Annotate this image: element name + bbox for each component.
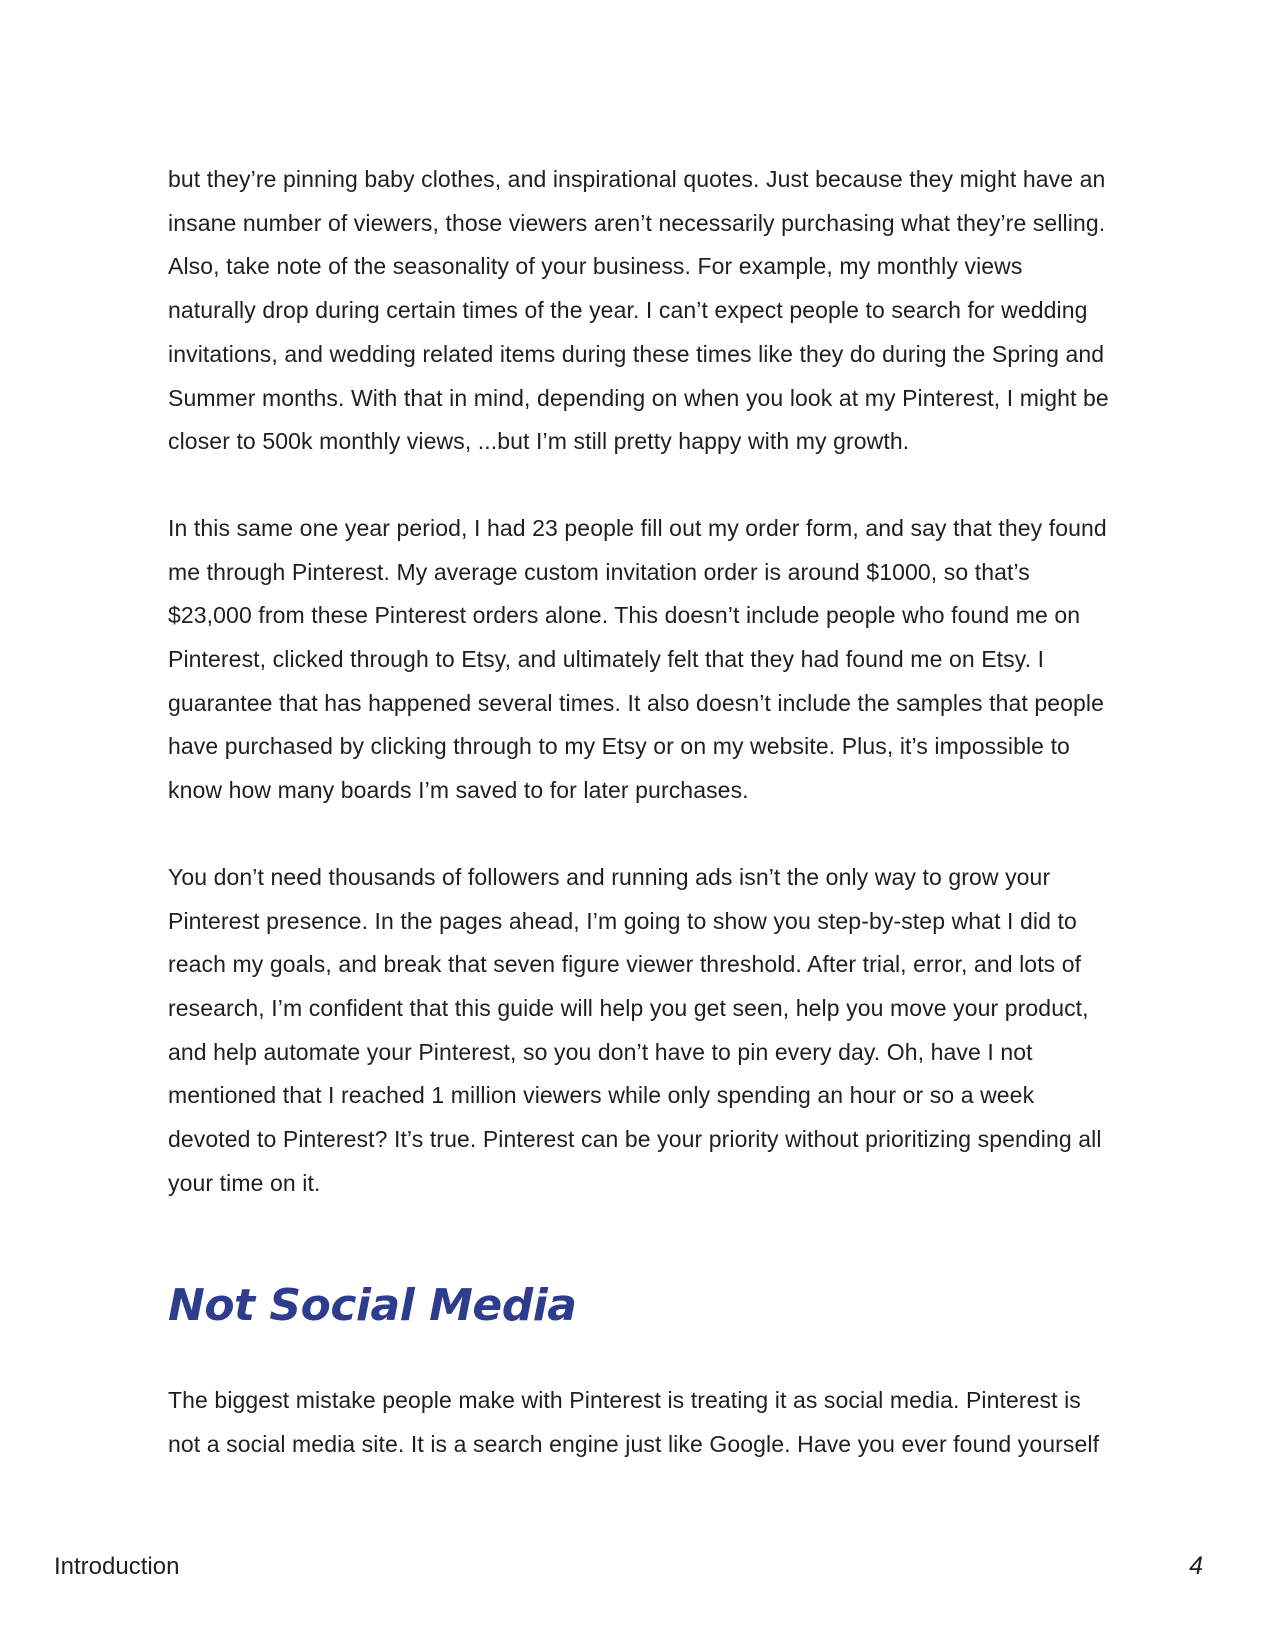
paragraph-growth: You don’t need thousands of followers and running ads isn’t the only way to grow your Pinterest presence. In the pages ahead, I’m going to show you step-by-step what I did to reach my goals, and break that seven figure viewer threshold. After trial, error, and lots of research, I’m confident that this guide will help you get seen, help you move your product, and help automate your Pinterest, so you don’t have to pin every day. Oh, have I not mentioned that I reached 1 million viewers while only spending an hour or so a week devoted to Pinterest? It’s true. Pinterest can be your priority without prioritizing spending all your time on it. xyxy=(168,863,1102,1196)
page-body xyxy=(168,158,1113,1467)
paragraph-not-social-media: The biggest mistake people make with Pinterest is treating it as social media. Pinterest is not a social media site. It is a search engine just like Google. Have you ever found yourself xyxy=(168,1387,1100,1458)
footer-section-name: Introduction xyxy=(54,1553,180,1580)
paragraph-orders: In this same one year period, I had 23 people fill out my order form, and say that they found me through Pinterest. My average custom invitation order is around $1000, so that’s $23,000 from these Pinterest orders alone. This doesn’t include people who found me on Pinterest, clicked through to Etsy, and ultimately felt that they had found me on Etsy. I guarantee that has happened several times. It also doesn’t include the samples that people have purchased by clicking through to my Etsy or on my website. Plus, it’s impossible to know how many boards I’m saved to for later purchases. xyxy=(168,514,1107,804)
section-heading: Not Social Media xyxy=(168,1280,577,1332)
page-number: 4 xyxy=(1189,1552,1203,1580)
paragraph-seasonality: but they’re pinning baby clothes, and inspirational quotes. Just because they might have an insane number of viewers, those viewers aren’t necessarily purchasing what they’re selling. Also, take note of the seasonality of your business. For example, my monthly views naturally drop during certain times of the year. I can’t expect people to search for wedding invitations, and wedding related items during these times like they do during the Spring and Summer months. With that in mind, depending on when you look at my Pinterest, I might be closer to 500k monthly views, ...but I’m still pretty happy with my growth. xyxy=(168,166,1109,455)
